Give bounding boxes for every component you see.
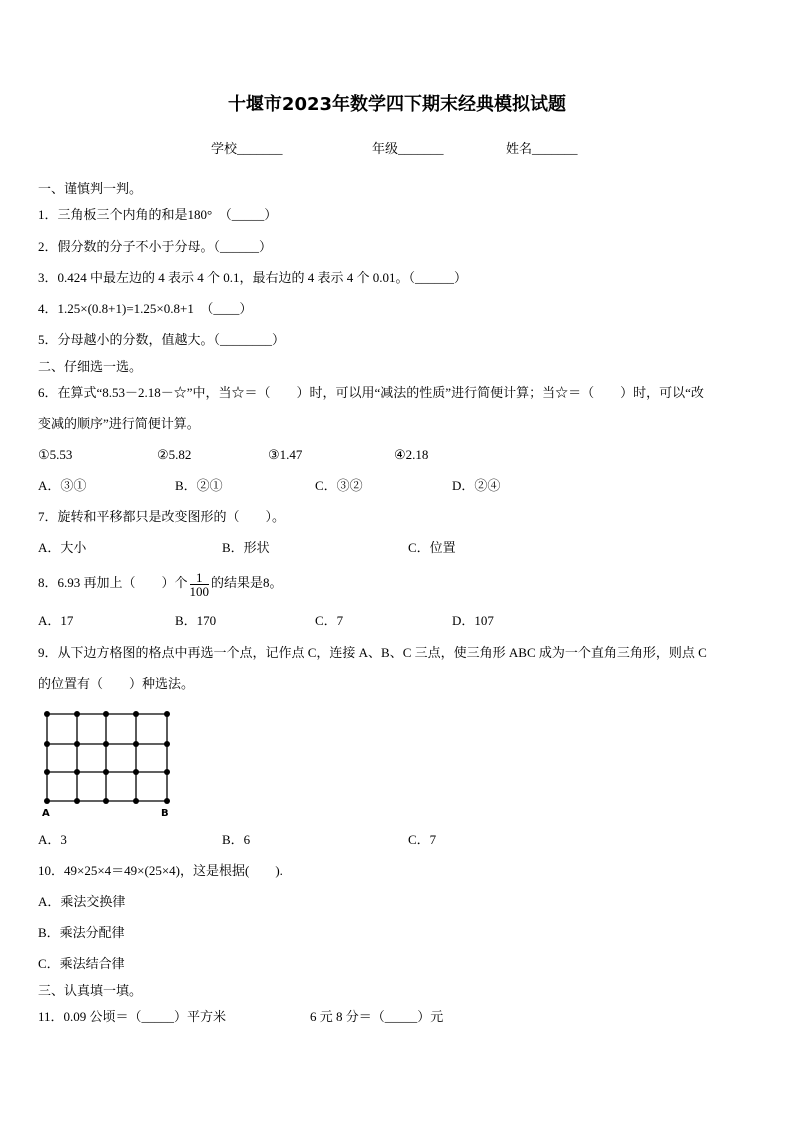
- question-9-option-b: B．6: [222, 832, 251, 847]
- question-7-option-b: B．形状: [222, 540, 270, 555]
- question-8-option-c: C．7: [315, 613, 344, 628]
- grade-field: 年级_______: [372, 141, 444, 156]
- section-heading-1: 一、谨慎判一判。: [38, 181, 143, 196]
- question-8-option-d: D．107: [452, 613, 494, 628]
- question-8-option-a: A．17: [38, 613, 74, 628]
- question-8-post: 的结果是8。: [211, 575, 283, 590]
- grid-points: [44, 711, 170, 804]
- question-8-option-b: B．170: [175, 613, 217, 628]
- question-10: 10．49×25×4＝49×(25×4)，这是根据( ).: [38, 863, 283, 878]
- question-8-pre: 8．6.93 再加上（ ）个: [38, 575, 188, 590]
- dot-grid-figure: [40, 706, 180, 821]
- question-9-option-c: C．7: [408, 832, 437, 847]
- question-9-line1: 9．从下边方格图的格点中再选一个点，记作点 C，连接 A、B、C 三点，使三角形 ABC 成为一个直角三角形，则点 C: [38, 645, 707, 660]
- question-8: [38, 566, 283, 600]
- fraction-denominator: 100: [189, 583, 210, 599]
- question-6-item: ③1.47: [268, 447, 303, 462]
- question-10-option-b: B．乘法分配律: [38, 925, 125, 940]
- question-9-line2: 的位置有（ ）种选法。: [38, 676, 195, 691]
- question-6-option-a: A．③①: [38, 478, 87, 493]
- point-b-label: B: [161, 808, 169, 819]
- question-2: 2．假分数的分子不小于分母。（______）: [38, 239, 273, 254]
- page-title: 十堰市2023年数学四下期末经典模拟试题: [227, 94, 567, 115]
- question-6-item: ②5.82: [157, 447, 192, 462]
- question-9-option-a: A．3: [38, 832, 67, 847]
- question-6-line2: 变减的顺序”进行简便计算。: [38, 416, 200, 431]
- question-6-option-c: C．③②: [315, 478, 363, 493]
- fraction-numerator: 1: [190, 571, 210, 585]
- section-heading-3: 三、认真填一填。: [38, 983, 143, 998]
- point-a-label: A: [42, 808, 50, 819]
- question-11-part2: 6 元 8 分＝（_____）元: [310, 1009, 444, 1024]
- name-field: 姓名_______: [506, 141, 578, 156]
- school-field: 学校_______: [211, 141, 283, 156]
- question-3: 3．0.424 中最左边的 4 表示 4 个 0.1，最右边的 4 表示 4 个 0.01。（______）: [38, 270, 468, 285]
- question-5: 5．分母越小的分数，值越大。（________）: [38, 332, 286, 347]
- question-6-option-d: D．②④: [452, 478, 501, 493]
- fraction: [190, 571, 210, 598]
- question-6-item: ①5.53: [38, 447, 73, 462]
- question-6-item: ④2.18: [394, 447, 429, 462]
- question-6-line1: 6．在算式“8.53－2.18－☆”中，当☆＝（ ）时，可以用“减法的性质”进行简便计算；当☆＝（ ）时，可以“改: [38, 385, 704, 400]
- question-11-part1: 11．0.09 公顷＝（_____）平方米: [38, 1009, 227, 1024]
- section-heading-2: 二、仔细选一选。: [38, 359, 143, 374]
- question-10-option-c: C．乘法结合律: [38, 956, 125, 971]
- question-7-option-a: A．大小: [38, 540, 87, 555]
- question-10-option-a: A．乘法交换律: [38, 894, 126, 909]
- question-6-option-b: B．②①: [175, 478, 223, 493]
- question-4: 4．1.25×(0.8+1)=1.25×0.8+1 （____）: [38, 301, 253, 316]
- question-7-option-c: C．位置: [408, 540, 456, 555]
- question-7: 7．旋转和平移都只是改变图形的（ ）。: [38, 509, 286, 524]
- question-1: 1．三角板三个内角的和是180° （_____）: [38, 207, 278, 222]
